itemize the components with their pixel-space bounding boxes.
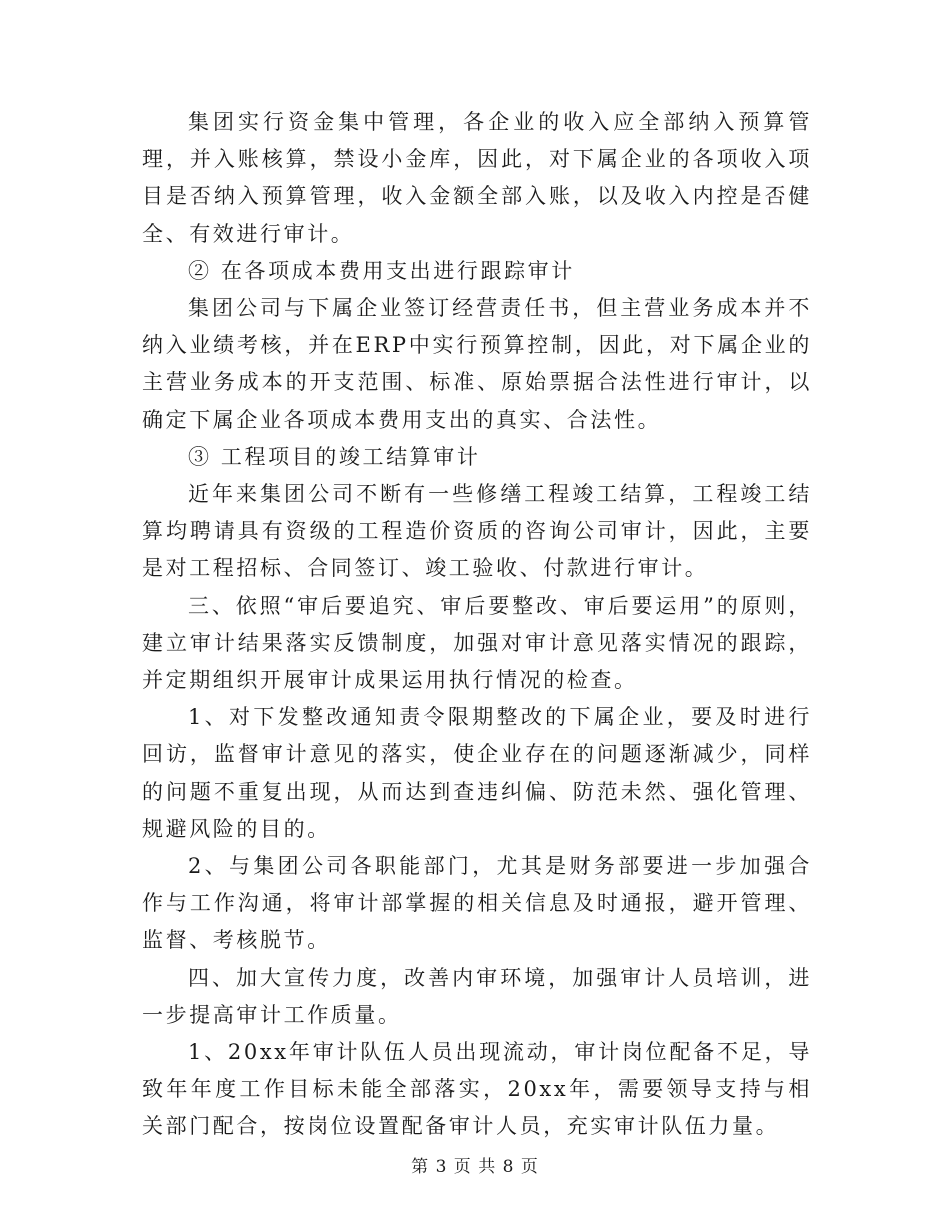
paragraph-revenue-audit: 集团实行资金集中管理，各企业的收入应全部纳入预算管理，并入账核算，禁设小金库，因此，对下属企业的各项收入项目是否纳入预算管理，收入金额全部入账，以及收入内控是否健全、有效进行审计。 (142, 110, 812, 246)
paragraph-department-cooperation: 2、与集团公司各职能部门，尤其是财务部要进一步加强合作与工作沟通，将审计部掌握的相关信息及时通报，避开管理、监督、考核脱节。 (142, 854, 812, 953)
page-number: 第 3 页 共 8 页 (411, 1157, 539, 1177)
page-footer (0, 1152, 950, 1177)
paragraph-cost-expense-audit: 集团公司与下属企业签订经营责任书，但主营业务成本并不纳入业绩考核，并在ERP中实行预算控制，因此，对下属企业的主营业务成本的开支范围、标准、原始票据合法性进行审计，以确定下属企业各项成本费用支出的真实、合法性。 (142, 296, 812, 432)
paragraph-section-four: 四、加大宣传力度，改善内审环境，加强审计人员培训，进一步提高审计工作质量。 (142, 965, 812, 1027)
heading-cost-expense-audit: ② 在各项成本费用支出进行跟踪审计 (188, 258, 575, 283)
paragraph-project-settlement-audit: 近年来集团公司不断有一些修缮工程竣工结算，工程竣工结算均聘请具有资级的工程造价资质的咨询公司审计，因此，主要是对工程招标、合同签订、竣工验收、付款进行审计。 (142, 482, 812, 581)
paragraph-staffing: 1、20xx年审计队伍人员出现流动，审计岗位配备不足，导致年年度工作目标未能全部落实，20xx年，需要领导支持与相关部门配合，按岗位设置配备审计人员，充实审计队伍力量。 (142, 1040, 812, 1139)
paragraph-followup-visits: 1、对下发整改通知责令限期整改的下属企业，要及时进行回访，监督审计意见的落实，使企业存在的问题逐渐减少，同样的问题不重复出现，从而达到查违纠偏、防范未然、强化管理、规避风险的目的。 (142, 705, 812, 841)
heading-project-settlement-audit: ③ 工程项目的竣工结算审计 (188, 444, 481, 469)
paragraph-section-three: 三、依照“审后要追究、审后要整改、审后要运用”的原则，建立审计结果落实反馈制度，加强对审计意见落实情况的跟踪，并定期组织开展审计成果运用执行情况的检查。 (142, 593, 812, 693)
document-body (142, 104, 812, 1146)
